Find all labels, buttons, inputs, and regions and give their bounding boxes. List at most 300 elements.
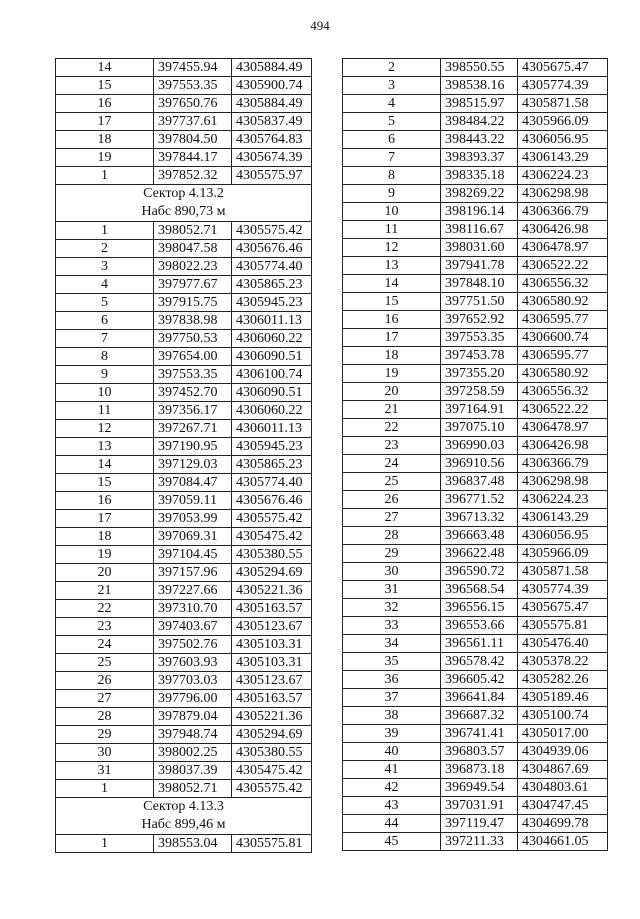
point-number-cell: 22 xyxy=(343,419,441,437)
table-row xyxy=(56,276,312,294)
y-coordinate-cell: 4306478.97 xyxy=(518,239,608,257)
table-row xyxy=(56,510,312,528)
table-row xyxy=(343,365,608,383)
x-coordinate-cell: 396687.32 xyxy=(441,707,518,725)
y-coordinate-cell: 4305189.46 xyxy=(518,689,608,707)
table-row xyxy=(343,347,608,365)
table-row xyxy=(343,779,608,797)
table-row xyxy=(56,312,312,330)
table-row xyxy=(56,564,312,582)
x-coordinate-cell: 398335.18 xyxy=(441,167,518,185)
sector-header-row xyxy=(56,798,312,817)
x-coordinate-cell: 397796.00 xyxy=(154,690,232,708)
x-coordinate-cell: 398269.22 xyxy=(441,185,518,203)
x-coordinate-cell: 397654.00 xyxy=(154,348,232,366)
y-coordinate-cell: 4306143.29 xyxy=(518,149,608,167)
point-number-cell: 9 xyxy=(56,366,154,384)
x-coordinate-cell: 397164.91 xyxy=(441,401,518,419)
point-number-cell: 17 xyxy=(56,113,154,131)
y-coordinate-cell: 4305774.39 xyxy=(518,581,608,599)
x-coordinate-cell: 398052.71 xyxy=(154,222,232,240)
y-coordinate-cell: 4304939.06 xyxy=(518,743,608,761)
point-number-cell: 15 xyxy=(56,77,154,95)
x-coordinate-cell: 397703.03 xyxy=(154,672,232,690)
y-coordinate-cell: 4306366.79 xyxy=(518,203,608,221)
x-coordinate-cell: 396568.54 xyxy=(441,581,518,599)
sector-header: Набс 899,46 м xyxy=(56,816,312,835)
table-row xyxy=(343,149,608,167)
point-number-cell: 40 xyxy=(343,743,441,761)
point-number-cell: 24 xyxy=(56,636,154,654)
x-coordinate-cell: 397852.32 xyxy=(154,167,232,185)
point-number-cell: 7 xyxy=(56,330,154,348)
x-coordinate-cell: 397267.71 xyxy=(154,420,232,438)
point-number-cell: 16 xyxy=(56,95,154,113)
point-number-cell: 20 xyxy=(343,383,441,401)
x-coordinate-cell: 398002.25 xyxy=(154,744,232,762)
table-row xyxy=(56,348,312,366)
y-coordinate-cell: 4305676.46 xyxy=(232,240,312,258)
table-row xyxy=(56,420,312,438)
y-coordinate-cell: 4305575.42 xyxy=(232,222,312,240)
point-number-cell: 26 xyxy=(343,491,441,509)
y-coordinate-cell: 4305900.74 xyxy=(232,77,312,95)
table-body-right xyxy=(343,59,608,851)
point-number-cell: 2 xyxy=(343,59,441,77)
point-number-cell: 29 xyxy=(56,726,154,744)
y-coordinate-cell: 4305675.47 xyxy=(518,599,608,617)
y-coordinate-cell: 4305103.31 xyxy=(232,636,312,654)
x-coordinate-cell: 397838.98 xyxy=(154,312,232,330)
table-row xyxy=(343,113,608,131)
table-row xyxy=(343,275,608,293)
table-row xyxy=(56,77,312,95)
y-coordinate-cell: 4306056.95 xyxy=(518,527,608,545)
x-coordinate-cell: 396990.03 xyxy=(441,437,518,455)
point-number-cell: 12 xyxy=(343,239,441,257)
table-row xyxy=(56,618,312,636)
y-coordinate-cell: 4306600.74 xyxy=(518,329,608,347)
point-number-cell: 30 xyxy=(343,563,441,581)
y-coordinate-cell: 4305966.09 xyxy=(518,113,608,131)
x-coordinate-cell: 396622.48 xyxy=(441,545,518,563)
x-coordinate-cell: 397069.31 xyxy=(154,528,232,546)
y-coordinate-cell: 4304747.45 xyxy=(518,797,608,815)
table-row xyxy=(343,95,608,113)
y-coordinate-cell: 4306100.74 xyxy=(232,366,312,384)
x-coordinate-cell: 397129.03 xyxy=(154,456,232,474)
x-coordinate-cell: 397059.11 xyxy=(154,492,232,510)
point-number-cell: 25 xyxy=(56,654,154,672)
x-coordinate-cell: 397804.50 xyxy=(154,131,232,149)
point-number-cell: 11 xyxy=(56,402,154,420)
x-coordinate-cell: 397915.75 xyxy=(154,294,232,312)
point-number-cell: 4 xyxy=(56,276,154,294)
x-coordinate-cell: 396873.18 xyxy=(441,761,518,779)
x-coordinate-cell: 396741.41 xyxy=(441,725,518,743)
y-coordinate-cell: 4305380.55 xyxy=(232,744,312,762)
page-number: 494 xyxy=(310,18,330,33)
x-coordinate-cell: 398052.71 xyxy=(154,780,232,798)
y-coordinate-cell: 4306595.77 xyxy=(518,311,608,329)
x-coordinate-cell: 397258.59 xyxy=(441,383,518,401)
y-coordinate-cell: 4306011.13 xyxy=(232,312,312,330)
y-coordinate-cell: 4305871.58 xyxy=(518,563,608,581)
point-number-cell: 7 xyxy=(343,149,441,167)
table-row xyxy=(56,492,312,510)
point-number-cell: 10 xyxy=(56,384,154,402)
x-coordinate-cell: 396663.48 xyxy=(441,527,518,545)
y-coordinate-cell: 4306298.98 xyxy=(518,473,608,491)
y-coordinate-cell: 4305378.22 xyxy=(518,653,608,671)
point-number-cell: 45 xyxy=(343,833,441,851)
y-coordinate-cell: 4304803.61 xyxy=(518,779,608,797)
table-row xyxy=(56,546,312,564)
x-coordinate-cell: 397553.35 xyxy=(154,366,232,384)
x-coordinate-cell: 398553.04 xyxy=(154,835,232,853)
y-coordinate-cell: 4304661.05 xyxy=(518,833,608,851)
point-number-cell: 19 xyxy=(343,365,441,383)
x-coordinate-cell: 397453.78 xyxy=(441,347,518,365)
table-row xyxy=(56,402,312,420)
point-number-cell: 8 xyxy=(343,167,441,185)
y-coordinate-cell: 4305774.40 xyxy=(232,474,312,492)
x-coordinate-cell: 397848.10 xyxy=(441,275,518,293)
x-coordinate-cell: 396578.42 xyxy=(441,653,518,671)
y-coordinate-cell: 4305103.31 xyxy=(232,654,312,672)
point-number-cell: 42 xyxy=(343,779,441,797)
point-number-cell: 31 xyxy=(56,762,154,780)
point-number-cell: 16 xyxy=(56,492,154,510)
table-row xyxy=(343,653,608,671)
y-coordinate-cell: 4306556.32 xyxy=(518,275,608,293)
table-row xyxy=(343,239,608,257)
table-row xyxy=(56,456,312,474)
y-coordinate-cell: 4306426.98 xyxy=(518,221,608,239)
point-number-cell: 27 xyxy=(343,509,441,527)
y-coordinate-cell: 4306556.32 xyxy=(518,383,608,401)
point-number-cell: 15 xyxy=(343,293,441,311)
y-coordinate-cell: 4306056.95 xyxy=(518,131,608,149)
x-coordinate-cell: 397977.67 xyxy=(154,276,232,294)
point-number-cell: 23 xyxy=(343,437,441,455)
x-coordinate-cell: 396771.52 xyxy=(441,491,518,509)
y-coordinate-cell: 4306060.22 xyxy=(232,402,312,420)
point-number-cell: 3 xyxy=(343,77,441,95)
table-row xyxy=(343,59,608,77)
point-number-cell: 43 xyxy=(343,797,441,815)
table-row xyxy=(343,455,608,473)
x-coordinate-cell: 397104.45 xyxy=(154,546,232,564)
x-coordinate-cell: 397190.95 xyxy=(154,438,232,456)
x-coordinate-cell: 398037.39 xyxy=(154,762,232,780)
point-number-cell: 14 xyxy=(343,275,441,293)
point-number-cell: 36 xyxy=(343,671,441,689)
y-coordinate-cell: 4305575.81 xyxy=(518,617,608,635)
x-coordinate-cell: 397502.76 xyxy=(154,636,232,654)
table-row xyxy=(56,258,312,276)
point-number-cell: 20 xyxy=(56,564,154,582)
x-coordinate-cell: 398116.67 xyxy=(441,221,518,239)
y-coordinate-cell: 4305764.83 xyxy=(232,131,312,149)
x-coordinate-cell: 397553.35 xyxy=(154,77,232,95)
y-coordinate-cell: 4306595.77 xyxy=(518,347,608,365)
table-row xyxy=(343,689,608,707)
point-number-cell: 39 xyxy=(343,725,441,743)
sector-header-row xyxy=(56,816,312,835)
point-number-cell: 5 xyxy=(343,113,441,131)
table-row xyxy=(343,545,608,563)
x-coordinate-cell: 398022.23 xyxy=(154,258,232,276)
point-number-cell: 18 xyxy=(56,528,154,546)
table-row xyxy=(56,636,312,654)
x-coordinate-cell: 397452.70 xyxy=(154,384,232,402)
x-coordinate-cell: 398515.97 xyxy=(441,95,518,113)
table-row xyxy=(343,509,608,527)
x-coordinate-cell: 397652.92 xyxy=(441,311,518,329)
x-coordinate-cell: 397948.74 xyxy=(154,726,232,744)
table-row xyxy=(56,149,312,167)
table-row xyxy=(343,635,608,653)
table-row xyxy=(343,167,608,185)
point-number-cell: 17 xyxy=(343,329,441,347)
y-coordinate-cell: 4305675.47 xyxy=(518,59,608,77)
y-coordinate-cell: 4306090.51 xyxy=(232,384,312,402)
y-coordinate-cell: 4305871.58 xyxy=(518,95,608,113)
table-row xyxy=(56,330,312,348)
sector-header: Набс 890,73 м xyxy=(56,203,312,222)
x-coordinate-cell: 397553.35 xyxy=(441,329,518,347)
y-coordinate-cell: 4305674.39 xyxy=(232,149,312,167)
y-coordinate-cell: 4306143.29 xyxy=(518,509,608,527)
y-coordinate-cell: 4305123.67 xyxy=(232,618,312,636)
x-coordinate-cell: 397650.76 xyxy=(154,95,232,113)
table-row xyxy=(56,438,312,456)
x-coordinate-cell: 396949.54 xyxy=(441,779,518,797)
y-coordinate-cell: 4305865.23 xyxy=(232,456,312,474)
x-coordinate-cell: 397075.10 xyxy=(441,419,518,437)
point-number-cell: 41 xyxy=(343,761,441,779)
x-coordinate-cell: 396837.48 xyxy=(441,473,518,491)
x-coordinate-cell: 396561.11 xyxy=(441,635,518,653)
point-number-cell: 30 xyxy=(56,744,154,762)
y-coordinate-cell: 4305017.00 xyxy=(518,725,608,743)
point-number-cell: 44 xyxy=(343,815,441,833)
point-number-cell: 24 xyxy=(343,455,441,473)
point-number-cell: 21 xyxy=(343,401,441,419)
y-coordinate-cell: 4305575.42 xyxy=(232,780,312,798)
table-row xyxy=(56,600,312,618)
table-row xyxy=(56,167,312,185)
point-number-cell: 22 xyxy=(56,600,154,618)
x-coordinate-cell: 397941.78 xyxy=(441,257,518,275)
table-row xyxy=(343,797,608,815)
point-number-cell: 12 xyxy=(56,420,154,438)
x-coordinate-cell: 397844.17 xyxy=(154,149,232,167)
y-coordinate-cell: 4306478.97 xyxy=(518,419,608,437)
y-coordinate-cell: 4306366.79 xyxy=(518,455,608,473)
table-row xyxy=(343,491,608,509)
x-coordinate-cell: 398484.22 xyxy=(441,113,518,131)
table-row xyxy=(343,185,608,203)
point-number-cell: 13 xyxy=(56,438,154,456)
point-number-cell: 34 xyxy=(343,635,441,653)
x-coordinate-cell: 397084.47 xyxy=(154,474,232,492)
table-row xyxy=(343,293,608,311)
x-coordinate-cell: 397355.20 xyxy=(441,365,518,383)
y-coordinate-cell: 4305575.81 xyxy=(232,835,312,853)
table-row xyxy=(56,708,312,726)
y-coordinate-cell: 4305575.97 xyxy=(232,167,312,185)
table-row xyxy=(56,240,312,258)
point-number-cell: 25 xyxy=(343,473,441,491)
table-row xyxy=(343,581,608,599)
table-row xyxy=(56,474,312,492)
table-row xyxy=(56,672,312,690)
point-number-cell: 1 xyxy=(56,167,154,185)
y-coordinate-cell: 4306298.98 xyxy=(518,185,608,203)
point-number-cell: 2 xyxy=(56,240,154,258)
table-row xyxy=(56,835,312,853)
point-number-cell: 23 xyxy=(56,618,154,636)
y-coordinate-cell: 4306090.51 xyxy=(232,348,312,366)
table-row xyxy=(56,384,312,402)
point-number-cell: 35 xyxy=(343,653,441,671)
point-number-cell: 5 xyxy=(56,294,154,312)
point-number-cell: 15 xyxy=(56,474,154,492)
x-coordinate-cell: 397227.66 xyxy=(154,582,232,600)
y-coordinate-cell: 4304867.69 xyxy=(518,761,608,779)
table-row xyxy=(343,563,608,581)
table-row xyxy=(343,131,608,149)
point-number-cell: 31 xyxy=(343,581,441,599)
y-coordinate-cell: 4305945.23 xyxy=(232,294,312,312)
table-row xyxy=(56,113,312,131)
x-coordinate-cell: 397751.50 xyxy=(441,293,518,311)
sector-header: Сектор 4.13.2 xyxy=(56,185,312,204)
point-number-cell: 27 xyxy=(56,690,154,708)
point-number-cell: 13 xyxy=(343,257,441,275)
point-number-cell: 14 xyxy=(56,456,154,474)
sector-header: Сектор 4.13.3 xyxy=(56,798,312,817)
y-coordinate-cell: 4306426.98 xyxy=(518,437,608,455)
sector-header-row xyxy=(56,185,312,204)
y-coordinate-cell: 4305475.42 xyxy=(232,762,312,780)
table-row xyxy=(56,690,312,708)
x-coordinate-cell: 396556.15 xyxy=(441,599,518,617)
point-number-cell: 33 xyxy=(343,617,441,635)
y-coordinate-cell: 4305100.74 xyxy=(518,707,608,725)
point-number-cell: 6 xyxy=(56,312,154,330)
point-number-cell: 16 xyxy=(343,311,441,329)
x-coordinate-cell: 397879.04 xyxy=(154,708,232,726)
table-row xyxy=(343,833,608,851)
sector-header-row xyxy=(56,203,312,222)
table-row xyxy=(343,203,608,221)
x-coordinate-cell: 396641.84 xyxy=(441,689,518,707)
y-coordinate-cell: 4305884.49 xyxy=(232,59,312,77)
y-coordinate-cell: 4305294.69 xyxy=(232,726,312,744)
x-coordinate-cell: 396713.32 xyxy=(441,509,518,527)
table-row xyxy=(56,744,312,762)
point-number-cell: 9 xyxy=(343,185,441,203)
table-row xyxy=(343,599,608,617)
y-coordinate-cell: 4305476.40 xyxy=(518,635,608,653)
y-coordinate-cell: 4305575.42 xyxy=(232,510,312,528)
table-row xyxy=(56,762,312,780)
table-row xyxy=(56,654,312,672)
x-coordinate-cell: 397157.96 xyxy=(154,564,232,582)
x-coordinate-cell: 397310.70 xyxy=(154,600,232,618)
x-coordinate-cell: 397750.53 xyxy=(154,330,232,348)
y-coordinate-cell: 4305221.36 xyxy=(232,708,312,726)
point-number-cell: 19 xyxy=(56,149,154,167)
x-coordinate-cell: 397455.94 xyxy=(154,59,232,77)
y-coordinate-cell: 4306580.92 xyxy=(518,365,608,383)
table-row xyxy=(343,473,608,491)
table-row xyxy=(343,221,608,239)
point-number-cell: 28 xyxy=(343,527,441,545)
table-row xyxy=(343,437,608,455)
y-coordinate-cell: 4305837.49 xyxy=(232,113,312,131)
y-coordinate-cell: 4305966.09 xyxy=(518,545,608,563)
table-row xyxy=(56,294,312,312)
x-coordinate-cell: 398393.37 xyxy=(441,149,518,167)
table-row xyxy=(343,527,608,545)
y-coordinate-cell: 4305884.49 xyxy=(232,95,312,113)
y-coordinate-cell: 4304699.78 xyxy=(518,815,608,833)
y-coordinate-cell: 4306011.13 xyxy=(232,420,312,438)
point-number-cell: 28 xyxy=(56,708,154,726)
point-number-cell: 6 xyxy=(343,131,441,149)
table-row xyxy=(343,383,608,401)
table-row xyxy=(343,419,608,437)
x-coordinate-cell: 398550.55 xyxy=(441,59,518,77)
point-number-cell: 1 xyxy=(56,835,154,853)
point-number-cell: 19 xyxy=(56,546,154,564)
y-coordinate-cell: 4305475.42 xyxy=(232,528,312,546)
x-coordinate-cell: 396803.57 xyxy=(441,743,518,761)
point-number-cell: 32 xyxy=(343,599,441,617)
table-row xyxy=(343,257,608,275)
table-row xyxy=(343,77,608,95)
x-coordinate-cell: 397356.17 xyxy=(154,402,232,420)
y-coordinate-cell: 4305945.23 xyxy=(232,438,312,456)
table-row xyxy=(56,528,312,546)
point-number-cell: 18 xyxy=(56,131,154,149)
point-number-cell: 1 xyxy=(56,780,154,798)
table-row xyxy=(56,582,312,600)
table-row xyxy=(343,329,608,347)
y-coordinate-cell: 4306224.23 xyxy=(518,167,608,185)
y-coordinate-cell: 4305163.57 xyxy=(232,690,312,708)
x-coordinate-cell: 396553.66 xyxy=(441,617,518,635)
table-row xyxy=(56,95,312,113)
table-row xyxy=(56,131,312,149)
table-row xyxy=(56,366,312,384)
y-coordinate-cell: 4305865.23 xyxy=(232,276,312,294)
x-coordinate-cell: 397603.93 xyxy=(154,654,232,672)
x-coordinate-cell: 398443.22 xyxy=(441,131,518,149)
y-coordinate-cell: 4306580.92 xyxy=(518,293,608,311)
table-row xyxy=(343,743,608,761)
table-row xyxy=(343,707,608,725)
point-number-cell: 1 xyxy=(56,222,154,240)
x-coordinate-cell: 396590.72 xyxy=(441,563,518,581)
coordinates-table-right xyxy=(342,58,608,851)
y-coordinate-cell: 4305380.55 xyxy=(232,546,312,564)
table-row xyxy=(343,311,608,329)
